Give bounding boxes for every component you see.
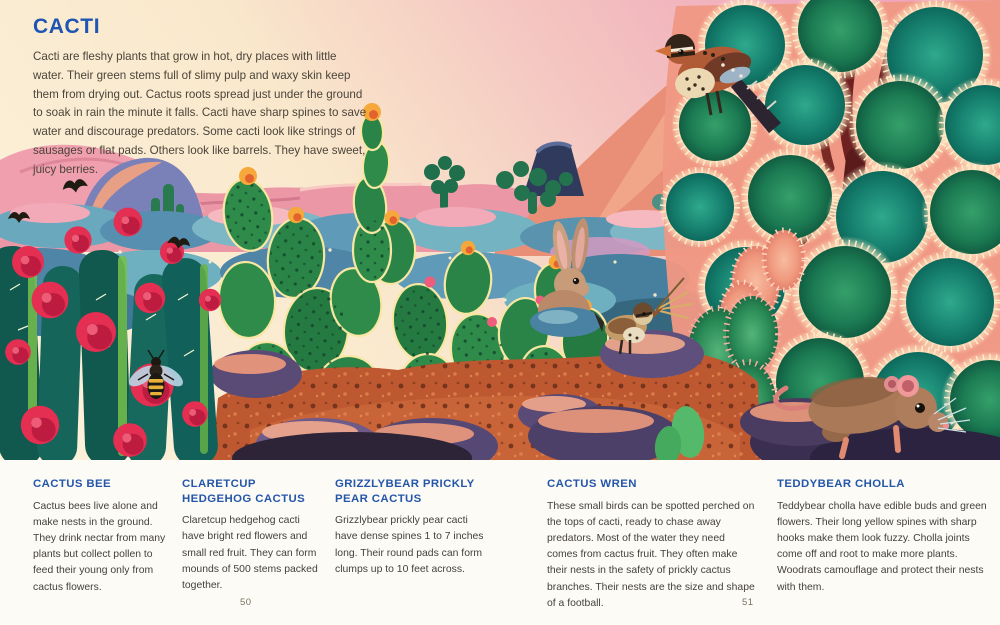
section-heading: TEDDYBEAR CHOLLA (777, 478, 905, 490)
section-grizzlybear-prickly-pear-cactus (335, 477, 487, 612)
section-heading: CACTUS BEE (33, 478, 112, 490)
intro-block (33, 15, 367, 179)
section-cactus-wren (547, 477, 755, 612)
section-cactus-bee (33, 477, 174, 612)
page-number-left: 50 (240, 597, 252, 608)
intro-paragraph: Cacti are fleshy plants that grow in hot, dry places with little water. Their green stems full of slimy pulp and waxy skin keep them from drying out. Cactus roots spread just under the ground to soak in rain the minute it falls. Cacti have sharp spines to save water and discourage predators. Some cacti look like strings of sausages or flat pads. Others look like barrels. They have sweet, juicy berries. (33, 50, 367, 176)
section-body: Grizzlybear prickly pear cacti have dense spines 1 to 7 inches long. Their round pads can form clumps up to 10 feet across. (335, 515, 484, 575)
page-number-right: 51 (742, 597, 754, 608)
section-heading: CACTUS WREN (547, 478, 637, 490)
section-body: Teddybear cholla have edible buds and green flowers. Their long yellow spines with sharp hooks make them look fuzzy. Cholla joints come off and root to make more plants. Woodrats camouflage and protect their nests with them. (777, 500, 987, 593)
section-heading: CLARETCUP HEDGEHOG CACTUS (182, 478, 306, 505)
section-body: These small birds can be spotted perched on the tops of cacti, ready to chase away predators. Most of the water they need comes from cactus fruit. They often make their nests in the safety of prickly cactus branches. Their nests are the size and shape of a football. (547, 500, 755, 609)
caption-band (0, 460, 1000, 625)
page-title: CACTI (33, 15, 101, 38)
section-claretcup-hedgehog-cactus (182, 477, 323, 612)
section-teddybear-cholla (777, 477, 989, 612)
section-body: Claretcup hedgehog cacti have bright red flowers and small red fruit. They can form mounds of 500 stems packed together. (182, 515, 318, 592)
section-body: Cactus bees live alone and make nests in the ground. They drink nectar from many plants but collect pollen to feed their young only from cactus flowers. (33, 500, 166, 593)
section-heading: GRIZZLYBEAR PRICKLY PEAR CACTUS (335, 478, 475, 505)
